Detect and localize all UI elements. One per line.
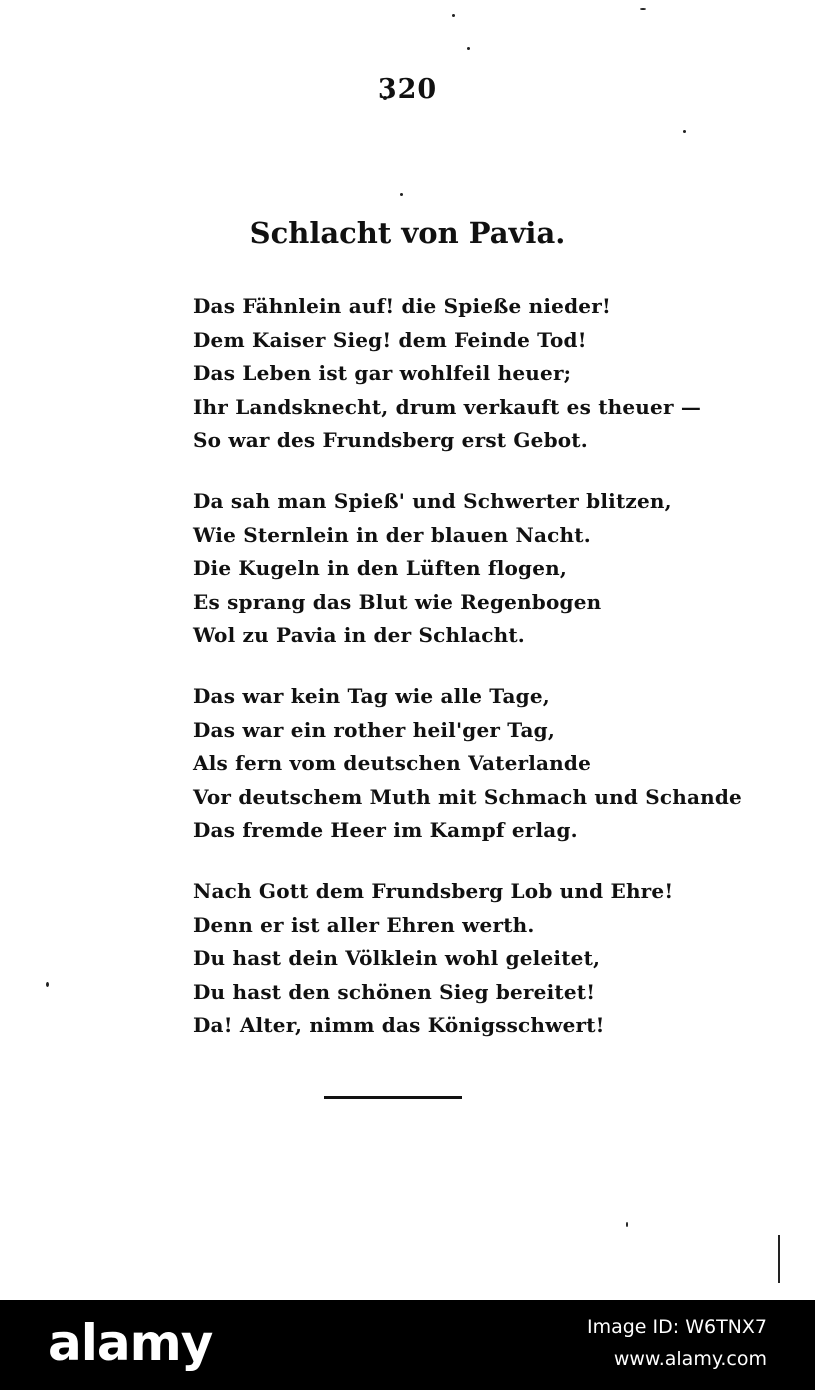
print-speck <box>46 982 49 987</box>
image-id-label: Image ID: W6TNX7 <box>586 1316 767 1338</box>
brand-logo: alamy <box>48 1314 213 1372</box>
poem-line: Dem Kaiser Sieg! dem Feinde Tod! <box>193 327 587 352</box>
stanza <box>193 875 733 1043</box>
poem-line: Da sah man Spieß' und Schwerter blitzen, <box>193 488 672 513</box>
poem-line: Das Leben ist gar wohlfeil heuer; <box>193 361 572 386</box>
poem-line: Vor deutschem Muth mit Schmach und Schande <box>193 784 742 809</box>
poem-line: Das fremde Heer im Kampf erlag. <box>193 818 578 843</box>
poem-line: So war des Frundsberg erst Gebot. <box>193 428 588 453</box>
poem-line: Es sprang das Blut wie Regenbogen <box>193 589 602 614</box>
site-url: www.alamy.com <box>613 1348 767 1370</box>
poem-line: Denn er ist aller Ehren werth. <box>193 912 535 937</box>
poem-line: Das war ein rother heil'ger Tag, <box>193 717 555 742</box>
poem-line: Da! Alter, nimm das Königsschwert! <box>193 1013 605 1038</box>
print-speck <box>626 1222 628 1227</box>
print-speck <box>452 14 455 17</box>
stanza <box>193 290 733 458</box>
poem-body <box>193 290 742 1070</box>
poem-title: Schlacht von Pavia. <box>249 216 566 250</box>
section-divider <box>324 1096 462 1099</box>
poem-line: Nach Gott dem Frundsberg Lob und Ehre! <box>193 878 674 903</box>
poem-line: Ihr Landsknecht, drum verkauft es theuer — <box>193 394 702 419</box>
print-speck <box>400 193 403 196</box>
stanza <box>193 485 733 653</box>
print-speck <box>640 8 646 10</box>
poem-line: Als fern vom deutschen Vaterlande <box>193 751 592 776</box>
print-speck <box>467 47 470 50</box>
poem-line: Du hast dein Völklein wohl geleitet, <box>193 946 601 971</box>
print-speck <box>683 130 686 133</box>
poem-line: Die Kugeln in den Lüften flogen, <box>193 556 568 581</box>
print-speck <box>778 1235 780 1283</box>
poem-line: Das war kein Tag wie alle Tage, <box>193 683 550 708</box>
poem-line: Du hast den schönen Sieg bereitet! <box>193 979 596 1004</box>
poem-line: Wol zu Pavia in der Schlacht. <box>193 623 525 648</box>
page-number: 320 <box>377 74 438 105</box>
watermark-footer <box>0 1300 815 1390</box>
poem-line: Das Fähnlein auf! die Spieße nieder! <box>193 294 611 318</box>
poem-line: Wie Sternlein in der blauen Nacht. <box>193 522 591 547</box>
stanza <box>193 680 742 848</box>
